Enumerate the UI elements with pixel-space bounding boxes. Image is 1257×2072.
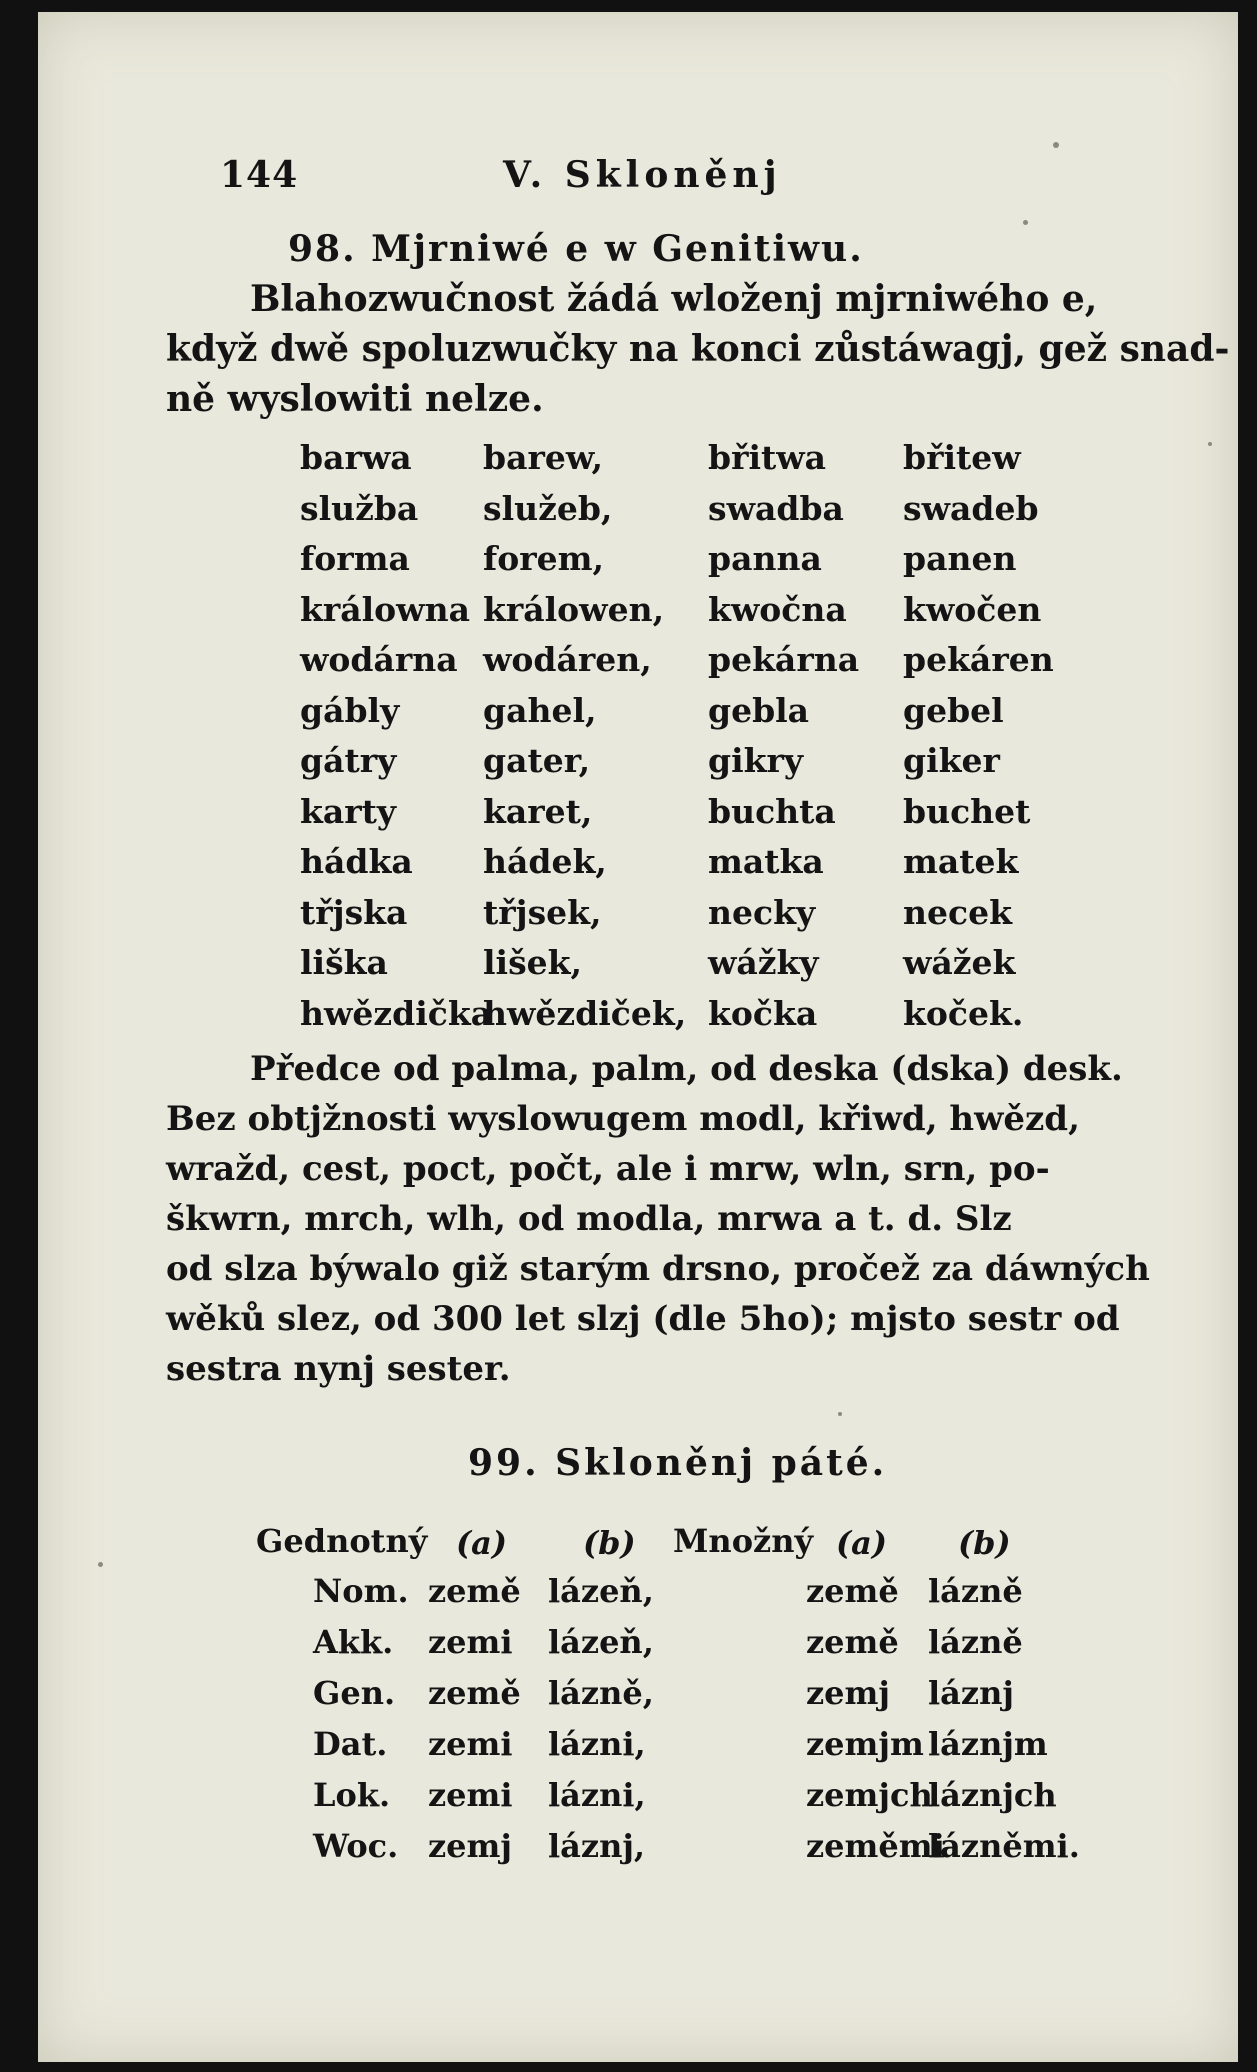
word-cell: gater, — [483, 741, 591, 780]
word-cell: wodáren, — [483, 640, 652, 679]
word-cell: swadeb — [903, 488, 1039, 528]
section-99-title: 99. Skloněnj páté. — [468, 1442, 888, 1484]
declension-cell: země — [806, 1572, 899, 1610]
word-cell: panna — [708, 539, 822, 578]
word-cell: wodárna — [300, 640, 458, 679]
word-cell: hádka — [300, 842, 413, 881]
word-cell: kočka — [708, 993, 818, 1033]
page-number: 144 — [220, 154, 299, 196]
declension-cell: láznj, — [548, 1827, 646, 1865]
declension-cell: láznjch — [928, 1776, 1057, 1814]
para2-line: škwrn, mrch, wlh, od modla, mrwa a t. d. Slz — [166, 1199, 1012, 1239]
word-cell: barwa — [300, 438, 412, 477]
word-cell: pekárna — [708, 640, 860, 679]
para1-line: ně wyslowiti nelze. — [166, 378, 544, 420]
word-cell: lišek, — [483, 943, 582, 982]
declension-cell: lázně — [928, 1623, 1023, 1661]
word-cell: gátry — [300, 741, 397, 780]
word-cell: třjsek, — [483, 892, 602, 932]
case-label: Gen. — [313, 1674, 396, 1712]
paper-speck — [1208, 442, 1212, 446]
case-label: Akk. — [313, 1623, 394, 1661]
running-head: V. Skloněnj — [503, 154, 782, 196]
word-cell: wážky — [708, 943, 819, 982]
book-page — [38, 12, 1238, 2062]
word-cell: kwočen — [903, 589, 1042, 629]
case-label: Dat. — [313, 1725, 388, 1763]
word-cell: služeb, — [483, 488, 613, 528]
word-cell: necky — [708, 892, 816, 932]
word-cell: forem, — [483, 539, 604, 578]
word-cell: wážek — [903, 943, 1016, 982]
word-cell: třjska — [300, 892, 408, 932]
paper-speck — [1053, 142, 1059, 148]
declension-cell: láznj — [928, 1674, 1014, 1712]
paper-speck — [838, 1412, 842, 1416]
case-label: Woc. — [313, 1827, 399, 1865]
declension-cell: lázeň, — [548, 1623, 654, 1661]
word-cell: gikry — [708, 741, 804, 780]
word-cell: buchet — [903, 791, 1031, 831]
word-cell: břitew — [903, 438, 1021, 477]
word-cell: liška — [300, 943, 388, 982]
word-cell: pekáren — [903, 640, 1054, 679]
declension-singular-header: Gednotný — [256, 1522, 428, 1560]
para2-line: wěků slez, od 300 let slzj (dle 5ho); mjsto sestr od — [166, 1299, 1120, 1339]
declension-cell: zemi — [428, 1725, 513, 1763]
declension-cell: zemj — [806, 1674, 890, 1712]
case-label: Nom. — [313, 1572, 409, 1610]
word-cell: matek — [903, 842, 1019, 881]
word-cell: hádek, — [483, 842, 607, 881]
declension-pl-b: (b) — [958, 1524, 1011, 1562]
para2-line: Bez obtjžnosti wyslowugem modl, křiwd, hwězd, — [166, 1099, 1080, 1139]
paper-speck — [1023, 220, 1028, 225]
declension-pl-a: (a) — [836, 1524, 888, 1562]
declension-cell: lázni, — [548, 1725, 646, 1763]
word-cell: karet, — [483, 791, 593, 831]
word-cell: hwězdička — [300, 993, 493, 1033]
word-cell: králowen, — [483, 589, 665, 629]
word-cell: gebel — [903, 690, 1004, 730]
case-label: Lok. — [313, 1776, 391, 1814]
paper-speck — [98, 1562, 103, 1567]
word-cell: kwočna — [708, 589, 847, 629]
word-cell: služba — [300, 488, 419, 528]
declension-cell: zemi — [428, 1776, 513, 1814]
word-cell: barew, — [483, 438, 604, 477]
word-cell: giker — [903, 741, 1000, 780]
declension-sg-b: (b) — [583, 1524, 636, 1562]
declension-cell: lázněmi. — [928, 1827, 1080, 1865]
declension-cell: zeměmi — [806, 1827, 945, 1865]
para2-line: od slza býwalo giž starým drsno, pročež za dáwných — [166, 1249, 1150, 1289]
declension-sg-a: (a) — [456, 1524, 508, 1562]
word-cell: králowna — [300, 589, 470, 629]
declension-cell: láznjm — [928, 1725, 1048, 1763]
declension-cell: země — [806, 1623, 899, 1661]
word-cell: gebla — [708, 690, 810, 730]
word-cell: koček. — [903, 993, 1024, 1033]
declension-cell: lázně, — [548, 1674, 654, 1712]
declension-plural-header: Množný — [673, 1522, 814, 1560]
section-98-title: 98. Mjrniwé e w Genitiwu. — [288, 228, 864, 270]
para1-line: když dwě spoluzwučky na konci zůstáwagj, gež snad- — [166, 328, 1230, 370]
declension-cell: zemjch — [806, 1776, 933, 1814]
word-cell: gahel, — [483, 690, 597, 730]
word-cell: panen — [903, 539, 1017, 578]
word-cell: swadba — [708, 488, 844, 528]
declension-cell: země — [428, 1572, 521, 1610]
para2-line: Předce od palma, palm, od deska (dska) desk. — [250, 1049, 1123, 1089]
declension-cell: lázně — [928, 1572, 1023, 1610]
para1-line: Blahozwučnost žádá wloženj mjrniwého e, — [250, 278, 1098, 320]
declension-cell: země — [428, 1674, 521, 1712]
para2-line: wražd, cest, poct, počt, ale i mrw, wln, srn, po- — [166, 1149, 1050, 1189]
para2-line: sestra nynj sester. — [166, 1349, 511, 1389]
declension-cell: zemjm — [806, 1725, 924, 1763]
declension-cell: lázeň, — [548, 1572, 654, 1610]
word-cell: karty — [300, 791, 397, 831]
declension-cell: zemi — [428, 1623, 513, 1661]
declension-cell: lázni, — [548, 1776, 646, 1814]
word-cell: matka — [708, 842, 824, 881]
word-cell: břitwa — [708, 438, 827, 477]
word-cell: hwězdiček, — [483, 993, 687, 1033]
word-cell: gábly — [300, 690, 400, 730]
declension-cell: zemj — [428, 1827, 512, 1865]
word-cell: buchta — [708, 791, 836, 831]
word-cell: necek — [903, 892, 1012, 932]
word-cell: forma — [300, 539, 410, 578]
